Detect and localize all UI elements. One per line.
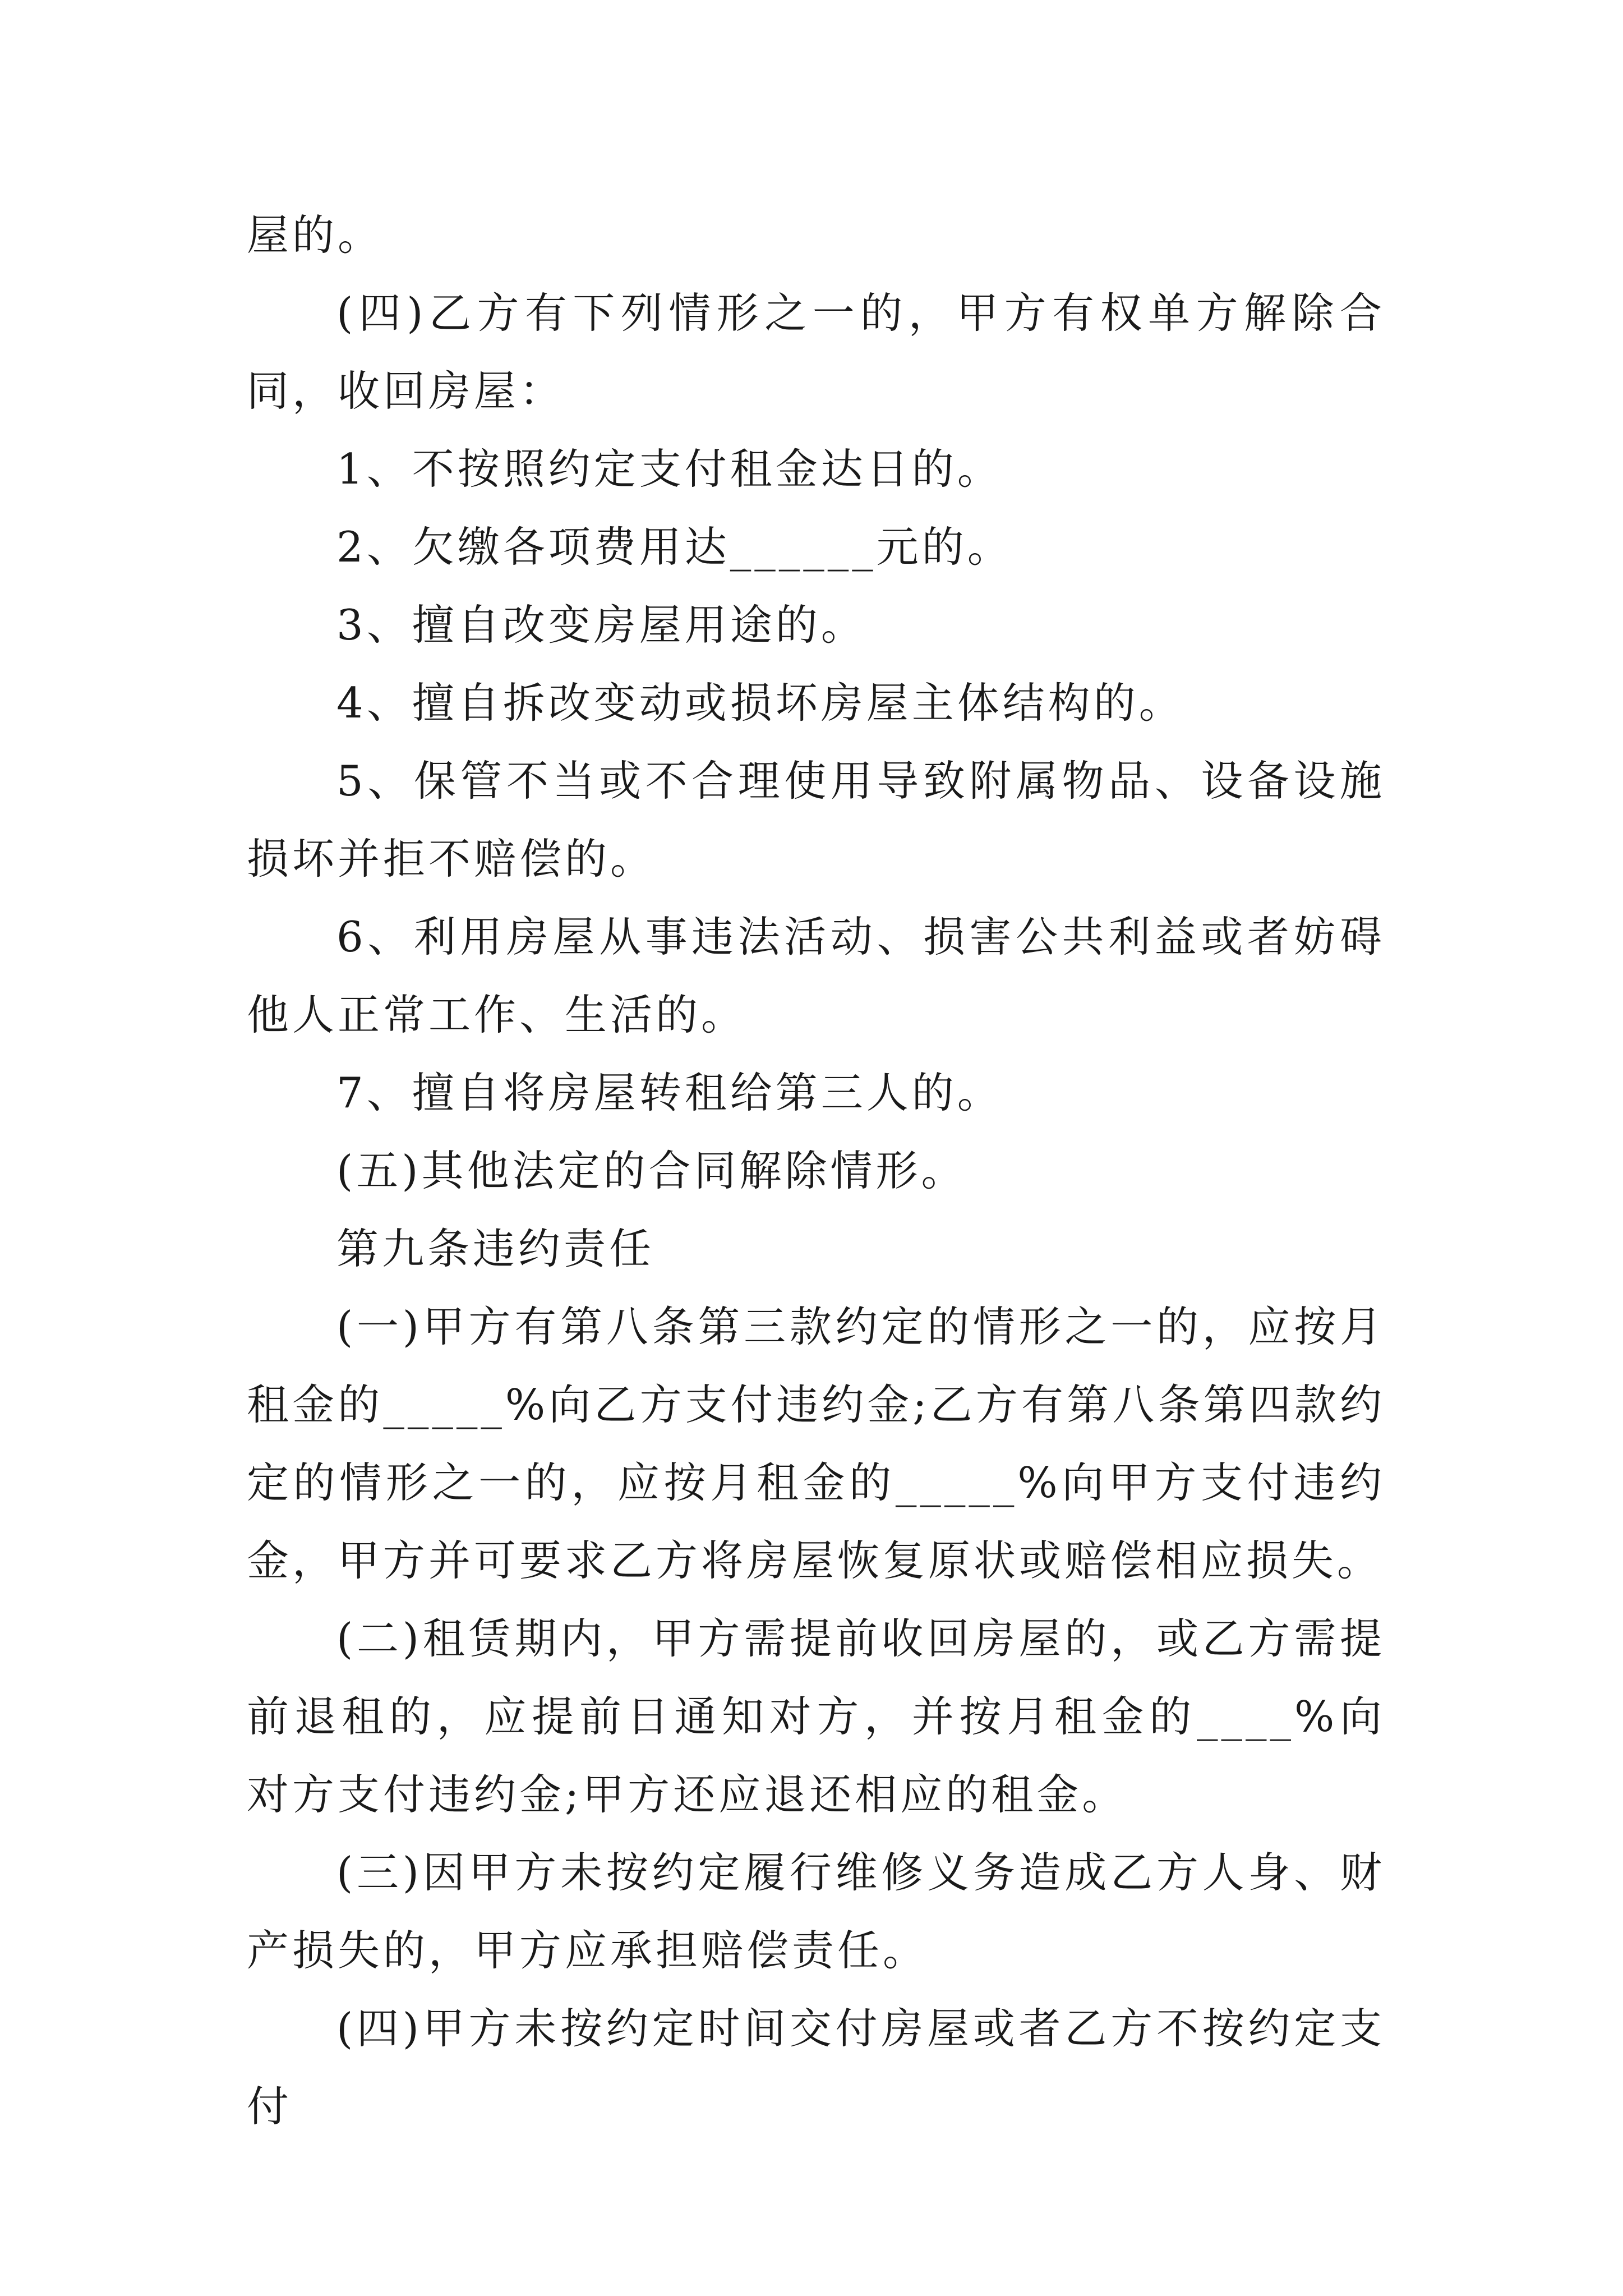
list-item: 4、擅自拆改变动或损坏房屋主体结构的。 [336, 678, 1184, 728]
paragraph: (三)因甲方未按约定履行维修义务造成乙方人身、财产损失的，甲方应承担赔偿责任。 [247, 1848, 1385, 1975]
list-item: 3、擅自改变房屋用途的。 [336, 600, 866, 650]
paragraph: (五)其他法定的合同解除情形。 [336, 1146, 967, 1195]
paragraph: (四)甲方未按约定时间交付房屋或者乙方不按约定支付 [247, 2004, 1385, 2131]
document-body [247, 196, 1385, 2146]
list-item: 6、利用房屋从事违法活动、损害公共利益或者妨碍他人正常工作、生活的。 [247, 912, 1385, 1039]
paragraph: (一)甲方有第八条第三款约定的情形之一的，应按月租金的_____%向乙方支付违约金;乙方有第八条第四款约定的情形之一的，应按月租金的_____%向甲方支付违约金，甲方并可要求乙方将房屋恢复原状或赔偿相应损失。 [247, 1302, 1385, 1585]
list-item: 2、欠缴各项费用达______元的。 [336, 522, 1013, 572]
section-heading: 第九条违约责任 [336, 1224, 655, 1273]
paragraph: 屋的。 [247, 210, 384, 260]
list-item: 7、擅自将房屋转租给第三人的。 [336, 1068, 1003, 1117]
paragraph: (二)租赁期内，甲方需提前收回房屋的，或乙方需提前退租的，应提前日通知对方，并按月租金的____%向对方支付违约金;甲方还应退还相应的租金。 [247, 1614, 1385, 1819]
paragraph: (四)乙方有下列情形之一的，甲方有权单方解除合同，收回房屋： [247, 288, 1385, 416]
list-item: 1、不按照约定支付租金达日的。 [336, 444, 1003, 494]
list-item: 5、保管不当或不合理使用导致附属物品、设备设施损坏并拒不赔偿的。 [247, 756, 1385, 884]
